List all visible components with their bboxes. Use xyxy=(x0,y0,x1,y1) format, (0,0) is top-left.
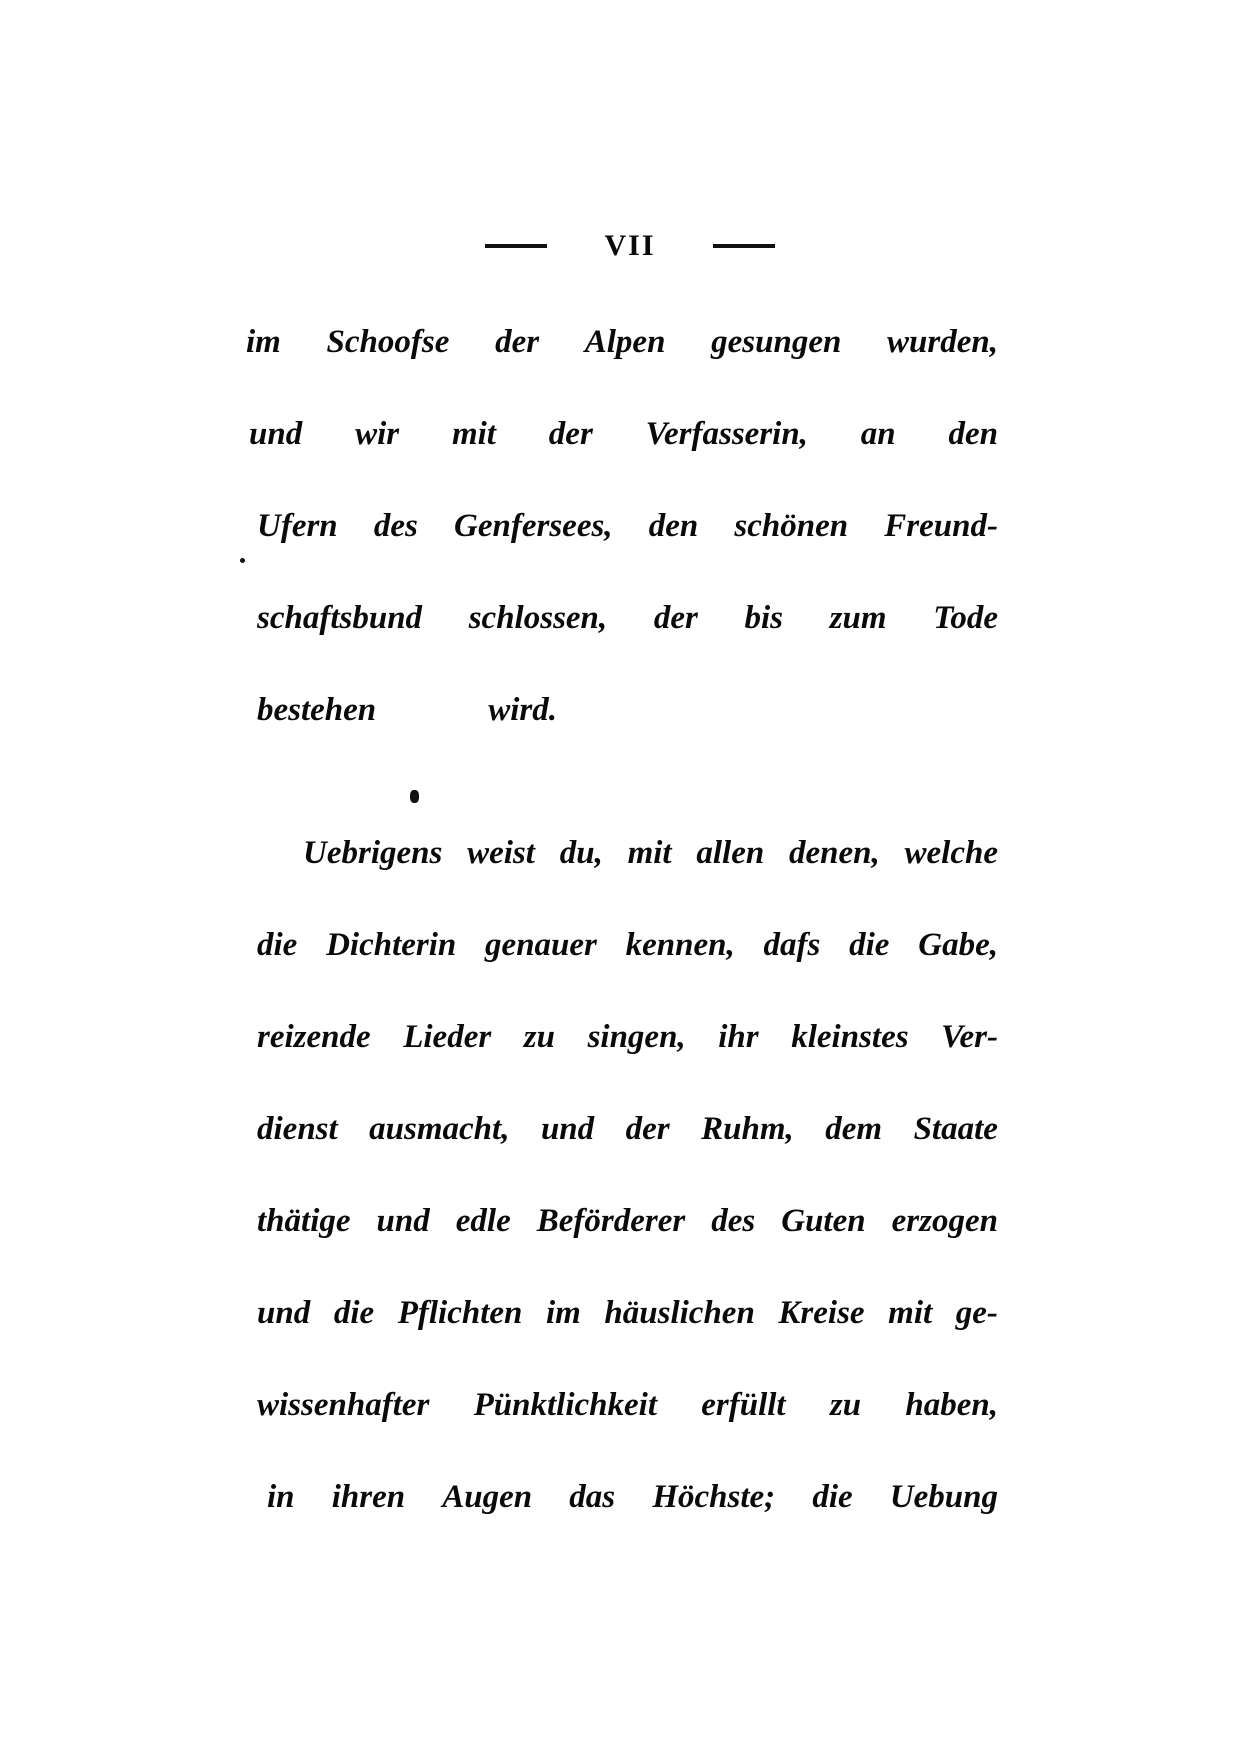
text-line xyxy=(257,593,998,643)
word: und xyxy=(540,1111,595,1147)
word: ihren xyxy=(331,1479,406,1515)
word: Ver- xyxy=(941,1019,998,1055)
word: im xyxy=(545,1295,581,1331)
word: Uebung xyxy=(889,1479,998,1515)
word: Verfasserin, xyxy=(645,416,808,452)
word: zu xyxy=(829,1387,862,1423)
header-dash-left xyxy=(485,244,547,248)
word: den xyxy=(648,508,699,544)
word: Dichterin xyxy=(326,927,457,963)
header-dash-right xyxy=(713,244,775,248)
word: kleinstes xyxy=(791,1019,909,1055)
word: Staate xyxy=(913,1111,998,1147)
word: weist xyxy=(467,835,535,871)
word: ge- xyxy=(955,1295,998,1331)
word: an xyxy=(860,416,896,452)
word: wird. xyxy=(488,692,557,728)
word: des xyxy=(711,1203,756,1239)
word: kennen, xyxy=(625,927,735,963)
word: das xyxy=(569,1479,616,1515)
word: schlossen, xyxy=(468,600,608,636)
word: mit xyxy=(888,1295,933,1331)
word: singen, xyxy=(587,1019,686,1055)
word: bestehen xyxy=(257,692,377,728)
word: thätige xyxy=(257,1203,351,1239)
ink-speck xyxy=(410,790,419,803)
word: wissenhafter xyxy=(257,1387,430,1423)
word: den xyxy=(948,416,998,452)
word: wurden, xyxy=(887,324,998,360)
text-line xyxy=(257,685,557,735)
word: reizende xyxy=(257,1019,371,1055)
ink-speck xyxy=(240,558,245,563)
word: der xyxy=(495,324,540,360)
word: die xyxy=(849,927,890,963)
word: Ufern xyxy=(257,508,338,544)
word: ausmacht, xyxy=(369,1111,510,1147)
word: welche xyxy=(904,835,998,871)
word: Guten xyxy=(781,1203,866,1239)
word: edle xyxy=(455,1203,511,1239)
word: erzogen xyxy=(891,1203,998,1239)
word: mit xyxy=(627,835,672,871)
text-line xyxy=(246,317,998,367)
word: häuslichen xyxy=(604,1295,755,1331)
word: Schoofse xyxy=(326,324,450,360)
word: Gabe, xyxy=(918,927,998,963)
word: Genfersees, xyxy=(454,508,613,544)
word: mit xyxy=(451,416,496,452)
text-line xyxy=(257,1104,998,1154)
word: die xyxy=(812,1479,853,1515)
word: und xyxy=(249,416,303,452)
paragraph-first-line xyxy=(303,828,998,878)
text-line xyxy=(257,1380,998,1430)
word: die xyxy=(257,927,298,963)
page-header xyxy=(485,226,775,266)
word: die xyxy=(333,1295,375,1331)
text-line xyxy=(257,920,998,970)
word: der xyxy=(625,1111,670,1147)
word: Höchste; xyxy=(652,1479,776,1515)
word: haben, xyxy=(905,1387,998,1423)
text-line xyxy=(267,1472,998,1522)
word: in xyxy=(267,1479,295,1515)
word: Augen xyxy=(442,1479,533,1515)
word: zu xyxy=(523,1019,555,1055)
word: im xyxy=(246,324,281,360)
word: wir xyxy=(355,416,400,452)
word: dem xyxy=(825,1111,883,1147)
word: Ruhm, xyxy=(701,1111,794,1147)
word: des xyxy=(373,508,418,544)
text-line xyxy=(257,1288,998,1338)
word: du, xyxy=(559,835,603,871)
word: bis xyxy=(744,600,783,636)
word: zum xyxy=(829,600,887,636)
word: Lieder xyxy=(403,1019,492,1055)
word: Pünktlichkeit xyxy=(473,1387,657,1423)
word: Tode xyxy=(933,600,998,636)
word: ihr xyxy=(718,1019,759,1055)
word: und xyxy=(257,1295,311,1331)
word: schaftsbund xyxy=(257,600,423,636)
word: schönen xyxy=(734,508,849,544)
word: dienst xyxy=(257,1111,338,1147)
word: der xyxy=(548,416,593,452)
text-line xyxy=(257,501,998,551)
word: und xyxy=(376,1203,430,1239)
text-line xyxy=(249,409,998,459)
page-number: VII xyxy=(604,229,656,262)
word: Freund- xyxy=(884,508,998,544)
word: Alpen xyxy=(584,324,666,360)
word: allen xyxy=(696,835,765,871)
word: erfüllt xyxy=(701,1387,786,1423)
text-line xyxy=(257,1196,998,1246)
word: genauer xyxy=(485,927,597,963)
word: Kreise xyxy=(778,1295,865,1331)
word: gesungen xyxy=(711,324,842,360)
word: Uebrigens xyxy=(303,835,443,871)
word: der xyxy=(653,600,698,636)
word: dafs xyxy=(763,927,821,963)
word: Beförderer xyxy=(536,1203,686,1239)
word: Pflichten xyxy=(397,1295,523,1331)
word: denen, xyxy=(788,835,880,871)
text-line xyxy=(257,1012,998,1062)
